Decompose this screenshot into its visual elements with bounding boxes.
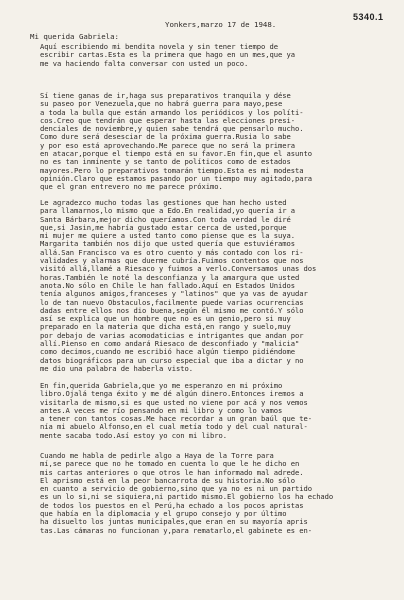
- text-line: mente sacaba todo.Así estoy yo con mi libro.: [40, 431, 227, 440]
- text-line: visitarla de mismo,si es que usted no viene por acá y nos vemos: [40, 398, 308, 407]
- text-line: allí.Pienso en como andará Riesaco de desconfiado y "malicia": [40, 340, 300, 349]
- paragraph-1: [40, 43, 380, 68]
- text-line: Aquí escribiendo mi bendita novela y sin tener tiempo de: [40, 43, 278, 51]
- text-line: allá.San Francisco va es otro cuento y más contado con los ri-: [40, 248, 304, 257]
- text-line: en atacar,porque el tiempo está en su favor.En fin,que el asunto: [40, 150, 312, 159]
- text-line: mí,se parece que no he tomado en cuenta lo que le he dicho en: [40, 460, 300, 469]
- text-line: anota.No sólo en Chile le han fallado.Aquí en Estados Unidos: [40, 281, 295, 290]
- text-line: es un lo si,ni se siquiera,ni partido mismo.El gobierno los ha echado: [40, 493, 334, 502]
- paragraph-5: [40, 452, 380, 535]
- archive-stamp: 5340.1: [353, 12, 384, 22]
- text-line: Cuando me habla de pedirle algo a Haya de la Torre para: [40, 452, 274, 460]
- text-line: que,si Jasin,me habría gustado estar cerca de usted,porque: [40, 223, 287, 232]
- text-line: mis cartas anteriores o que otros le han informado mal adrede.: [40, 468, 304, 477]
- text-line: Margarita también nos dijo que usted quería que estuviéramos: [40, 240, 295, 249]
- text-line: tas.Las cámaras no funcionan y,para rematarlo,el gabinete es en-: [40, 526, 312, 535]
- dateline: Yonkers,marzo 17 de 1948.: [165, 20, 277, 29]
- text-line: ha disuelto los juntas municipales,que eran en su mayoría apris: [40, 518, 308, 527]
- text-line: mayores.Pero lo preparativos tomarán tiempo.Esta es mi modesta: [40, 166, 304, 175]
- text-line: denciales de noviembre,y quien sabe tendrá que pensarlo mucho.: [40, 125, 304, 134]
- text-line: validades y alarmas que duerme cubría.Fuimos contentos que nos: [40, 257, 304, 266]
- text-line: su paseo por Venezuela,que no habrá guerra para mayo,pese: [40, 100, 283, 109]
- text-line: libro.Ojalá tenga éxito y me dé algún dinero.Entonces iremos a: [40, 390, 304, 399]
- text-line: datos biográficos para un curso especial que iba a dictar y no: [40, 356, 304, 365]
- text-line: Como dure será desesciar de la próxima guerra.Rusia lo sabe: [40, 133, 291, 142]
- text-line: nía mi abuelo Alfonso,en el cual metía todo y del cual natural-: [40, 423, 308, 432]
- text-line: no es tan inminente y se tanto de políticos como de estados: [40, 158, 291, 167]
- paragraph-2: [40, 92, 380, 192]
- text-line: a tener con tantos cosas.Me hace recordar a un gran baúl que te-: [40, 415, 312, 424]
- text-line: En fin,querida Gabriela,que yo me esperanzo en mi próximo: [40, 382, 283, 390]
- text-line: El aprismo está en la peor bancarrota de su historia.No sólo: [40, 476, 295, 485]
- text-line: tenía algunos amigos,franceses y "latinos" que ya vas de ayudar: [40, 290, 308, 299]
- text-line: mi mujer me quiere a usted tanto como piense que es la suya.: [40, 232, 295, 241]
- text-line: que había en la diplomacia y el grupo consejo y por último: [40, 510, 287, 519]
- text-line: horas.También le noté la desconfianza y la amargura que usted: [40, 273, 300, 282]
- text-line: me va haciendo falta conversar con usted un poco.: [40, 59, 249, 68]
- text-line: como decimos,cuando me escribió hace algún tiempo pidiéndome: [40, 348, 295, 357]
- text-line: en cuanto a servicio de gobierno,sino que ya no es ni un partido: [40, 485, 312, 494]
- text-line: preparado en la materia que dicha está,en rango y suelo,muy: [40, 323, 291, 332]
- text-line: para llamarnos,lo mismo que a Edo.En realidad,yo quería ir a: [40, 207, 295, 216]
- text-line: lo de tan nuevo Obstaculos,facilmente puede varias ocurrencias: [40, 298, 304, 307]
- text-line: por debajo de varias acomodaticias e intrigantes que andan por: [40, 331, 304, 340]
- text-line: cos.Creo que tendrán que esperar hasta las elecciones presi-: [40, 116, 295, 125]
- text-line: dadas entre ellos nos dio buena,según él mismo me contó.Y sólo: [40, 306, 304, 315]
- text-line: de todos los puestos en el Perú,ha echado a los pocos apristas: [40, 501, 304, 510]
- text-line: Sí tiene ganas de ir,haga sus preparativos tranquila y dése: [40, 92, 291, 100]
- paragraph-4: [40, 382, 380, 440]
- greeting: Mi querida Gabriela:: [30, 32, 119, 41]
- text-line: así se explica que un hombre que no es un genio,pero si muy: [40, 315, 291, 324]
- text-line: Santa Bárbara,mejor dicho queríamos.Con toda verdad le diré: [40, 215, 291, 224]
- text-line: antes.A veces me río pensando en mi libro y como lo vamos: [40, 406, 283, 415]
- text-line: y por eso está aprovechando.Me parece que no será la primera: [40, 141, 295, 150]
- text-line: Le agradezco mucho todas las gestiones que han hecho usted: [40, 199, 287, 207]
- text-line: me dio una palabra de haberla visto.: [40, 364, 193, 373]
- text-line: a toda la bulla que están armando los periódicos y los políti-: [40, 108, 304, 117]
- text-line: opinión.Claro que estamos pasando por un tiempo muy agitado,para: [40, 174, 312, 183]
- paragraph-3: [40, 199, 380, 373]
- text-line: visitó allá,llamé a Riesaco y fuimos a verlo.Conversamos unas dos: [40, 265, 317, 274]
- text-line: escribir cartas.Esta es la primera que hago en un mes,que ya: [40, 51, 295, 60]
- text-line: que el gran entrevero no me parece próximo.: [40, 183, 223, 192]
